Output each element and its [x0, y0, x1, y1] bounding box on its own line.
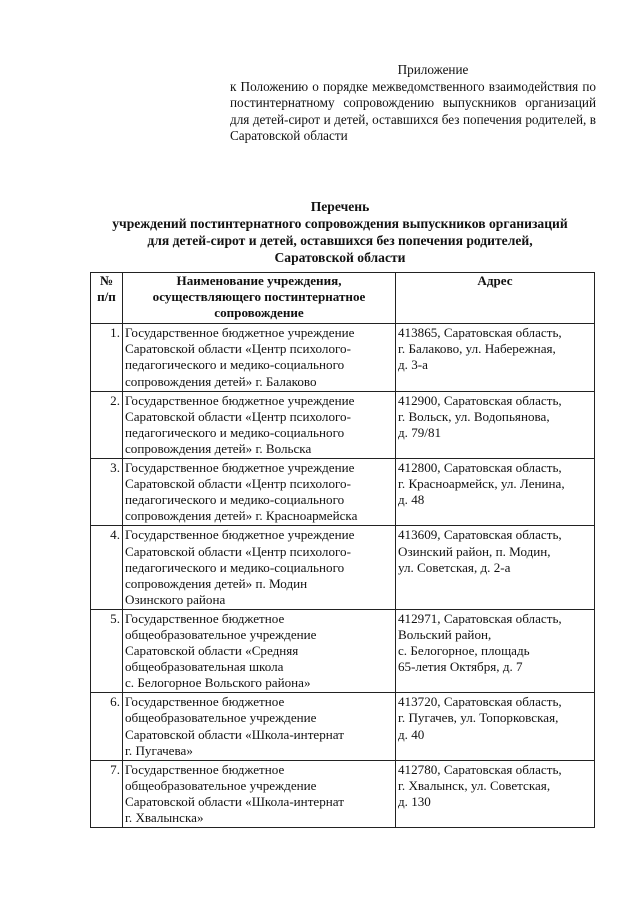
table-body: [91, 324, 595, 828]
institution-address: [396, 693, 595, 760]
row-number: 2.: [91, 391, 123, 458]
institutions-table: [90, 272, 595, 828]
institution-address: [396, 526, 595, 609]
address-line: д. 3-а: [398, 357, 428, 373]
header-number: [91, 273, 123, 324]
table-row: [91, 391, 595, 458]
table-row: [91, 459, 595, 526]
institution-name-line: Саратовской области «Центр психолого-: [125, 341, 351, 357]
institution-name-line: Саратовской области «Центр психолого-: [125, 543, 351, 559]
institution-name: [123, 526, 396, 609]
institution-name-line: общеобразовательное учреждение: [125, 777, 317, 793]
address-line: 413720, Саратовская область,: [398, 694, 562, 710]
institution-name-line: Саратовской области «Центр психолого-: [125, 476, 351, 492]
appendix-text: к Положению о порядке межведомственного взаимодействия по постинтернатному сопровождению выпускников организаций для детей-сирот и детей, оставшихся без попечения родителей, в Саратовской области: [230, 78, 596, 143]
institution-name: [123, 693, 396, 760]
institution-name-line: педагогического и медико-социального: [125, 424, 345, 440]
institution-name-line: с. Белогорное Вольского района»: [125, 675, 311, 691]
institution-name-line: педагогического и медико-социального: [125, 492, 345, 508]
institution-address: [396, 391, 595, 458]
address-line: Озинский район, п. Модин,: [398, 543, 551, 559]
institution-name-line: Саратовской области «Центр психолого-: [125, 408, 351, 424]
institution-name: [123, 609, 396, 692]
address-line: 412900, Саратовская область,: [398, 392, 562, 408]
address-line: д. 130: [398, 793, 431, 809]
address-line: г. Пугачев, ул. Топорковская,: [398, 710, 559, 726]
address-line: д. 40: [398, 726, 425, 742]
address-line: д. 79/81: [398, 424, 442, 440]
header-address-text: Адрес: [477, 273, 513, 288]
institution-address: [396, 609, 595, 692]
address-line: 413609, Саратовская область,: [398, 527, 562, 543]
table-row: [91, 526, 595, 609]
institution-name-line: Саратовской области «Школа-интернат: [125, 726, 344, 742]
institution-name-line: общеобразовательное учреждение: [125, 710, 317, 726]
address-line: ул. Советская, д. 2-а: [398, 559, 511, 575]
heading-line-4: Саратовской области: [274, 250, 406, 265]
address-line: г. Красноармейск, ул. Ленина,: [398, 476, 565, 492]
table-row: [91, 324, 595, 391]
heading-line-3: для детей-сирот и детей, оставшихся без попечения родителей,: [147, 233, 533, 248]
address-line: г. Балаково, ул. Набережная,: [398, 341, 556, 357]
address-line: 412971, Саратовская область,: [398, 610, 562, 626]
row-number: 5.: [91, 609, 123, 692]
institution-name-line: Саратовской области «Школа-интернат: [125, 793, 344, 809]
header-name-line: Наименование учреждения,: [176, 273, 342, 288]
header-name-line: сопровождение: [214, 305, 304, 321]
table-header-row: [91, 273, 595, 324]
institution-name: [123, 760, 396, 827]
institution-name: [123, 459, 396, 526]
address-line: Вольский район,: [398, 626, 492, 642]
institution-name-line: Саратовской области «Средняя: [125, 643, 299, 659]
institution-name-line: общеобразовательная школа: [125, 659, 284, 675]
institution-name: [123, 324, 396, 391]
institution-name-line: Государственное бюджетное: [125, 610, 285, 626]
row-number: 4.: [91, 526, 123, 609]
institution-name-line: г. Хвалынска»: [125, 810, 204, 825]
address-line: д. 48: [398, 492, 425, 508]
header-institution-name: [123, 273, 396, 324]
header-number-line: №: [99, 273, 114, 288]
institution-name: [123, 391, 396, 458]
row-number: 7.: [91, 760, 123, 827]
table-row: [91, 760, 595, 827]
institution-name-line: Озинского района: [125, 591, 226, 607]
institution-name-line: Государственное бюджетное: [125, 694, 285, 710]
institution-name-line: педагогического и медико-социального: [125, 559, 345, 575]
appendix-title: Приложение: [397, 62, 469, 77]
institution-name-line: сопровождения детей» г. Балаково: [125, 373, 317, 389]
institution-name-line: общеобразовательное учреждение: [125, 626, 317, 642]
header-name-line: осуществляющего постинтернатное: [152, 289, 366, 305]
document-heading: [80, 198, 600, 266]
institution-name-line: педагогического и медико-социального: [125, 357, 345, 373]
institution-name-line: Государственное бюджетное учреждение: [125, 392, 355, 408]
appendix-block: [230, 62, 596, 145]
institution-name-line: г. Пугачева»: [125, 742, 193, 758]
heading-line-1: Перечень: [310, 199, 370, 214]
header-address: [396, 273, 595, 324]
address-line: 412780, Саратовская область,: [398, 761, 562, 777]
table-row: [91, 609, 595, 692]
row-number: 3.: [91, 459, 123, 526]
address-line: 412800, Саратовская область,: [398, 460, 562, 476]
row-number: 1.: [91, 324, 123, 391]
row-number: 6.: [91, 693, 123, 760]
address-line: 413865, Саратовская область,: [398, 325, 562, 341]
institution-name-line: Государственное бюджетное учреждение: [125, 460, 355, 476]
institution-name-line: сопровождения детей» п. Модин: [125, 575, 308, 591]
institution-name-line: сопровождения детей» г. Вольска: [125, 440, 312, 456]
table-row: [91, 693, 595, 760]
institution-address: [396, 324, 595, 391]
institution-name-line: Государственное бюджетное: [125, 761, 285, 777]
institution-address: [396, 459, 595, 526]
address-line: г. Вольск, ул. Водопьянова,: [398, 408, 550, 424]
address-line: с. Белогорное, площадь: [398, 643, 530, 659]
heading-line-2: учреждений постинтернатного сопровождения выпускников организаций: [112, 216, 568, 231]
institution-name-line: Государственное бюджетное учреждение: [125, 527, 355, 543]
address-line: г. Хвалынск, ул. Советская,: [398, 777, 551, 793]
header-number-line: п/п: [97, 289, 116, 305]
institution-name-line: Государственное бюджетное учреждение: [125, 325, 355, 341]
institution-address: [396, 760, 595, 827]
address-line: 65-летия Октября, д. 7: [398, 659, 523, 675]
institution-name-line: сопровождения детей» г. Красноармейска: [125, 508, 358, 524]
